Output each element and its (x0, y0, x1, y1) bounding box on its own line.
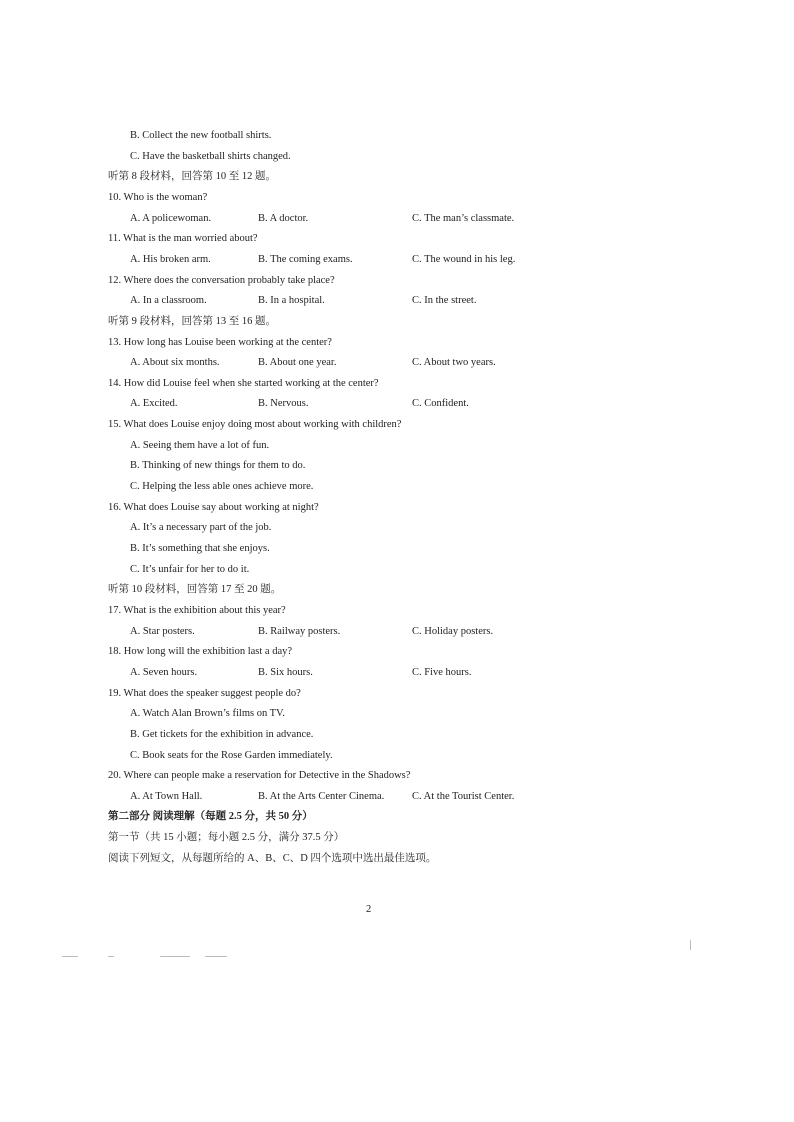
question-text: 20. Where can people make a reservation for Detective in the Shadows? (108, 770, 411, 782)
answer-option: A. Excited. (130, 398, 178, 410)
answer-option: C. In the street. (412, 295, 477, 307)
answer-option: B. It’s something that she enjoys. (130, 543, 270, 554)
answer-option: A. Watch Alan Brown’s films on TV. (130, 708, 285, 720)
answer-option: B. Nervous. (258, 398, 309, 410)
answer-option: A. In a classroom. (130, 295, 207, 307)
answer-option: B. Six hours. (258, 666, 313, 678)
answer-option: A. Seven hours. (130, 666, 198, 678)
answer-option: C. Book seats for the Rose Garden immediately. (130, 749, 333, 761)
answer-option: C. Have the basketball shirts changed. (130, 150, 291, 162)
answer-option: B. Get tickets for the exhibition in advance. (130, 728, 314, 740)
answer-option: B. About one year. (258, 357, 337, 369)
scan-mark (62, 956, 78, 957)
answer-option: A. About six months. (130, 357, 220, 369)
question-text: 14. How did Louise feel when she started working at the center? (108, 377, 379, 389)
answer-option: A. Star posters. (130, 625, 195, 637)
page-number: 2 (366, 904, 372, 915)
section-instruction: 第一节（共 15 小题；每小题 2.5 分，满分 37.5 分） (108, 832, 345, 844)
answer-option: C. The wound in his leg. (412, 253, 516, 265)
answer-option: C. Helping the less able ones achieve more. (130, 481, 314, 493)
question-text: 13. How long has Louise been working at the center? (108, 336, 332, 348)
question-text: 12. Where does the conversation probably take place? (108, 274, 335, 286)
scan-mark (108, 956, 114, 957)
answer-option: B. Thinking of new things for them to do. (130, 460, 306, 472)
answer-option: A. At Town Hall. (130, 790, 203, 802)
answer-option: C. Holiday posters. (412, 625, 494, 637)
answer-option: B. In a hospital. (258, 295, 325, 307)
answer-option: A. Seeing them have a lot of fun. (130, 439, 270, 451)
answer-option: A. A policewoman. (130, 212, 212, 224)
question-text: 11. What is the man worried about? (108, 233, 258, 245)
question-text: 19. What does the speaker suggest people do? (108, 687, 301, 699)
answer-option: B. Railway posters. (258, 625, 341, 637)
answer-option: C. About two years. (412, 357, 496, 369)
section-instruction: 听第 8 段材料，回答第 10 至 12 题。 (108, 171, 276, 183)
answer-option: C. Confident. (412, 398, 469, 410)
question-text: 15. What does Louise enjoy doing most about working with children? (108, 419, 402, 431)
question-text: 17. What is the exhibition about this year? (108, 604, 286, 616)
section-instruction: 阅读下列短文，从每题所给的 A、B、C、D 四个选项中选出最佳选项。 (108, 852, 437, 864)
answer-option: A. It’s a necessary part of the job. (130, 522, 272, 534)
question-text: 16. What does Louise say about working at night? (108, 501, 319, 513)
answer-option: C. Five hours. (412, 666, 472, 678)
section-instruction: 听第 10 段材料，回答第 17 至 20 题。 (108, 584, 282, 596)
answer-option: C. At the Tourist Center. (412, 790, 515, 802)
answer-option: A. His broken arm. (130, 253, 211, 265)
question-text: 18. How long will the exhibition last a day? (108, 646, 293, 658)
answer-option: B. A doctor. (258, 212, 309, 224)
answer-option: B. At the Arts Center Cinema. (258, 790, 385, 802)
scan-mark (205, 956, 227, 957)
scan-mark (160, 956, 190, 957)
answer-option: C. It’s unfair for her to do it. (130, 563, 250, 575)
section-instruction: 听第 9 段材料，回答第 13 至 16 题。 (108, 315, 276, 327)
scan-mark (690, 940, 691, 950)
section-instruction: 第二部分 阅读理解（每题 2.5 分，共 50 分） (108, 811, 313, 823)
answer-option: C. The man’s classmate. (412, 212, 515, 224)
answer-option: B. Collect the new football shirts. (130, 130, 272, 141)
question-text: 10. Who is the woman? (108, 191, 208, 203)
answer-option: B. The coming exams. (258, 253, 353, 265)
